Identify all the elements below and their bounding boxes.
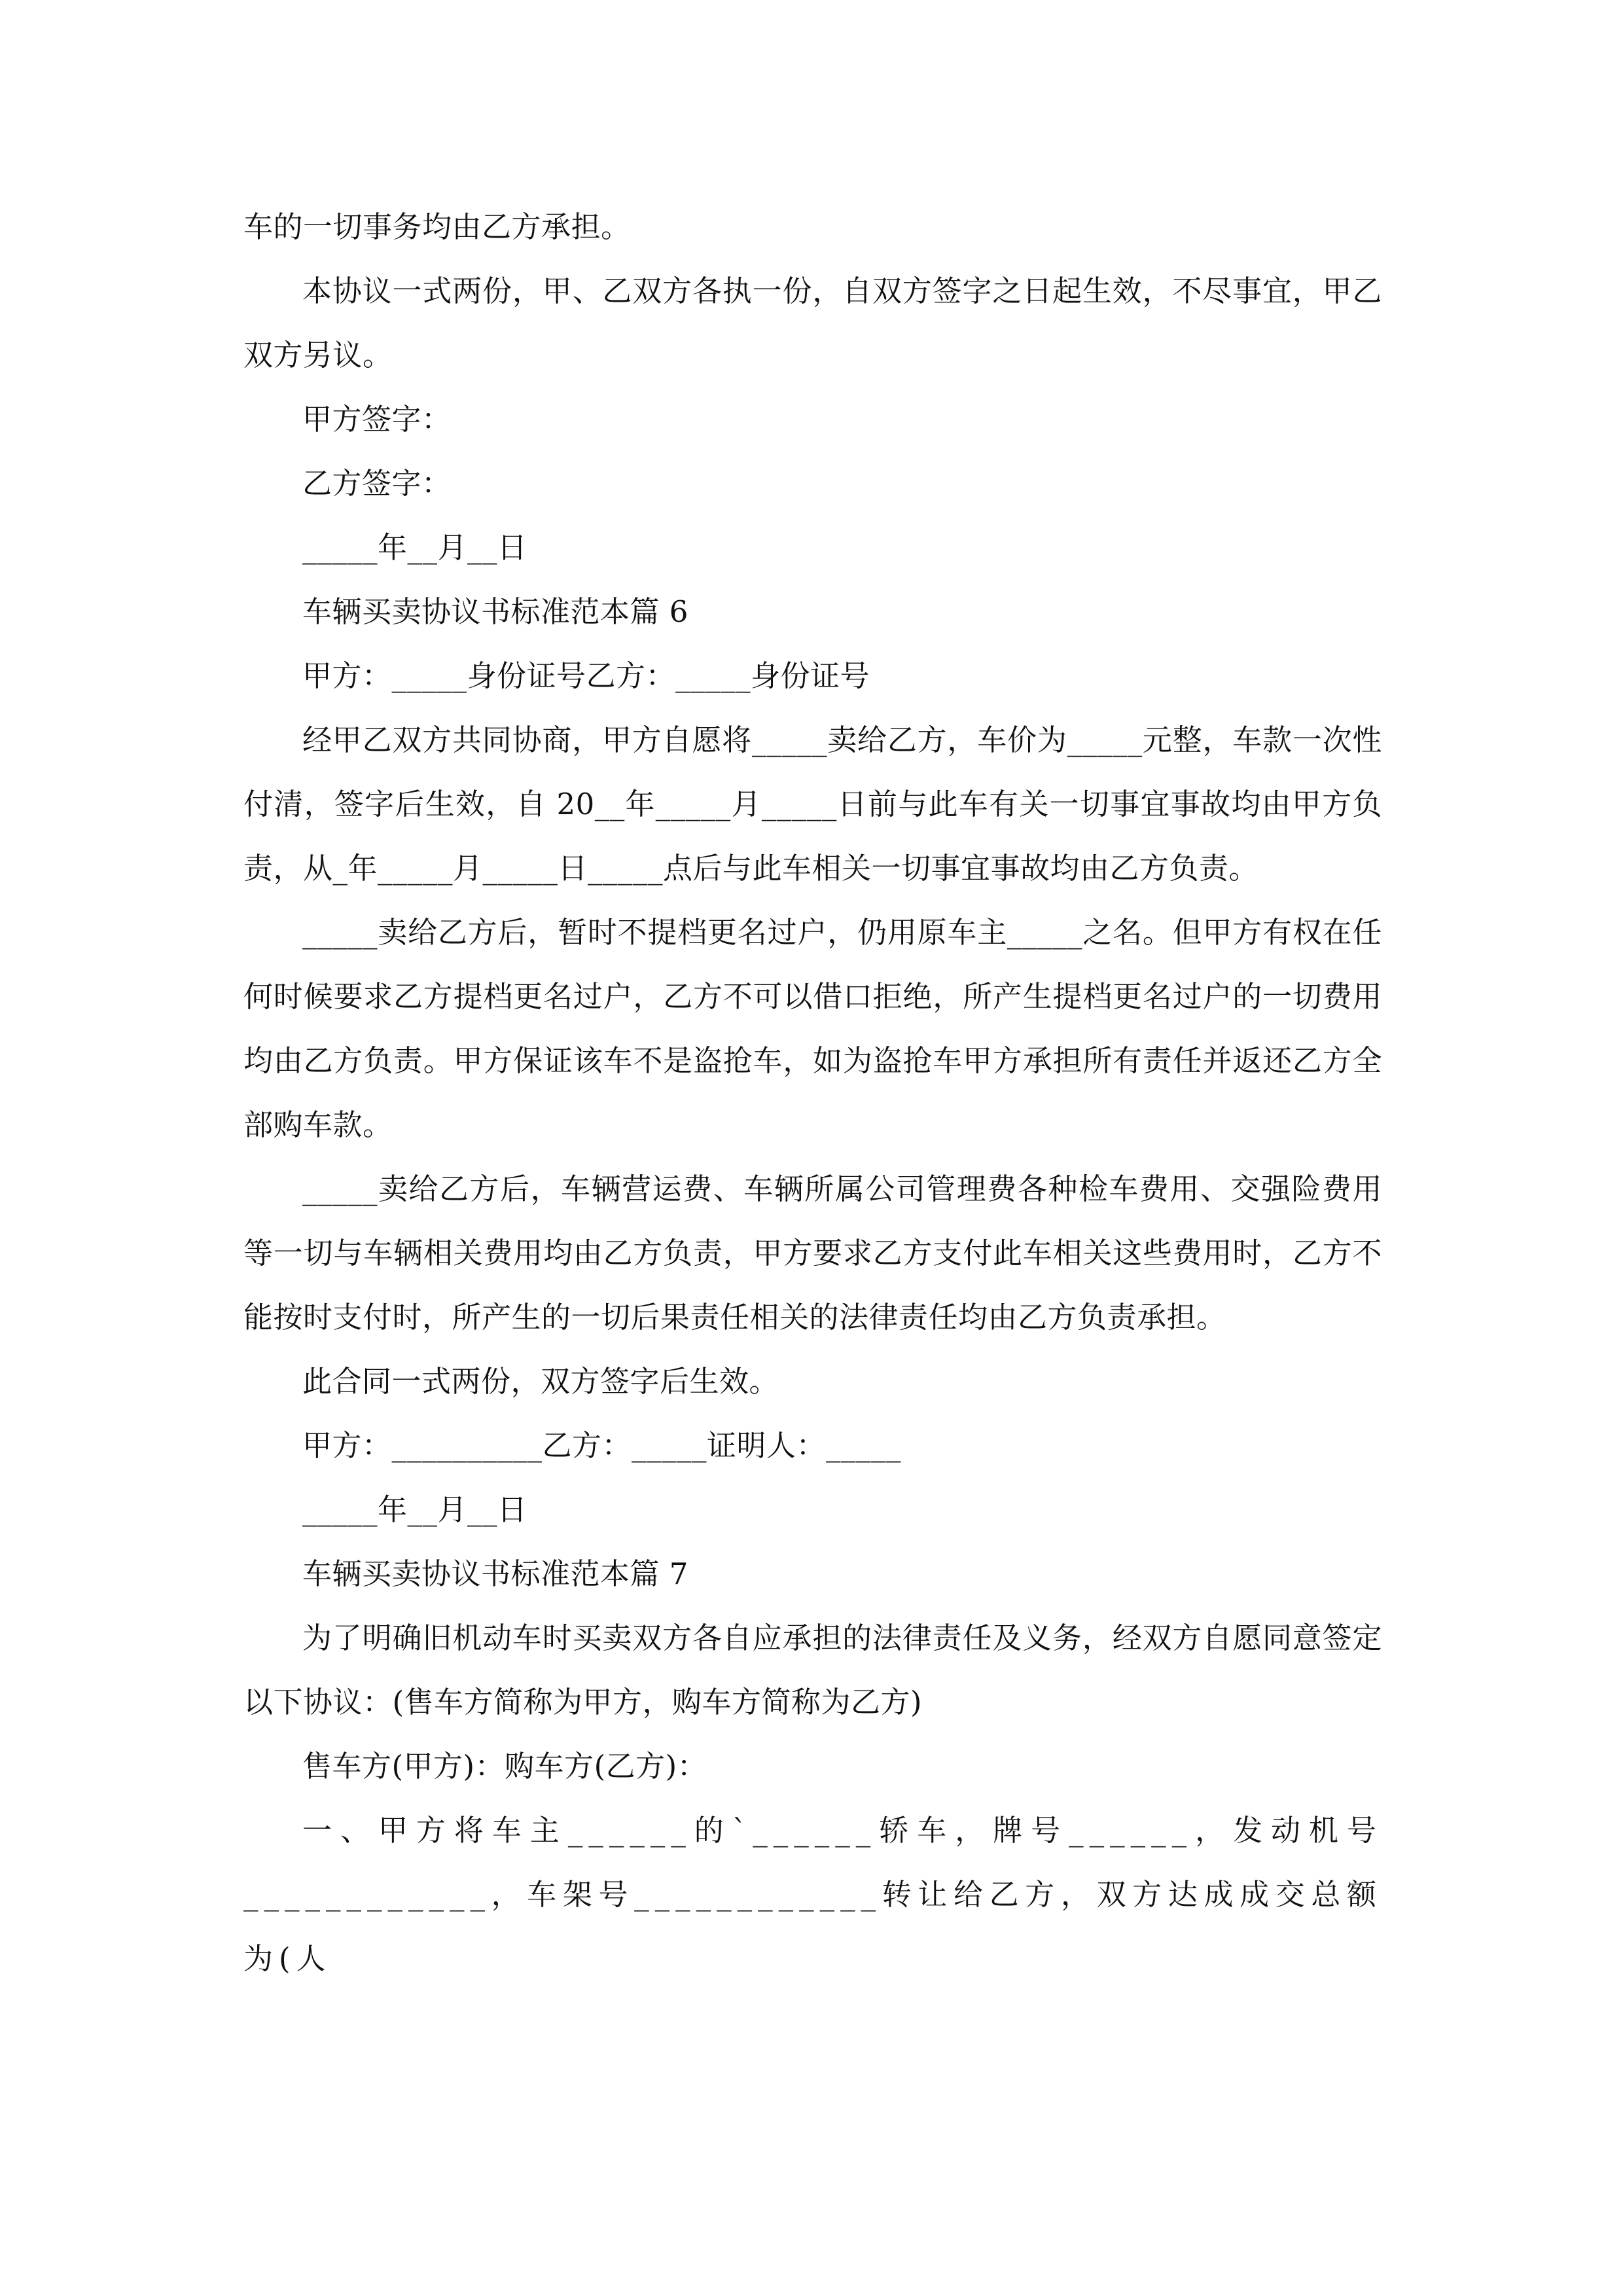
document-body: [243, 195, 1382, 1991]
parties-line: 售车方(甲方)：购车方(乙方)：: [302, 1749, 707, 1784]
section-heading: 车辆买卖协议书标准范本篇 6: [302, 594, 688, 629]
paragraph: _____卖给乙方后，车辆营运费、车辆所属公司管理费各种检车费用、交强险费用等一切与车辆相关费用均由乙方负责，甲方要求乙方支付此车相关这些费用时，乙方不能按时支付时，所产生的一切后果责任相关的法律责任均由乙方负责承担。: [243, 1172, 1382, 1335]
paragraph: _____卖给乙方后，暂时不提档更名过户，仍用原车主_____之名。但甲方有权在任何时候要求乙方提档更名过户，乙方不可以借口拒绝，所产生提档更名过户的一切费用均由乙方负责。甲方保证该车不是盗抢车，如为盗抢车甲方承担所有责任并返还乙方全部购车款。: [243, 915, 1382, 1142]
signature-line-party-b: 乙方签字：: [302, 466, 452, 501]
date-line: _____年__月__日: [302, 530, 527, 565]
parties-line: 甲方：_____身份证号乙方：_____身份证号: [302, 658, 870, 693]
section-heading: 车辆买卖协议书标准范本篇 7: [302, 1556, 688, 1591]
paragraph: 为了明确旧机动车时买卖双方各自应承担的法律责任及义务，经双方自愿同意签定以下协议：(售车方简称为甲方，购车方简称为乙方): [243, 1621, 1382, 1719]
paragraph: 此合同一式两份，双方签字后生效。: [302, 1364, 779, 1399]
paragraph: 车的一切事务均由乙方承担。: [243, 209, 631, 244]
signature-line-party-a: 甲方签字：: [302, 402, 452, 437]
date-line: _____年__月__日: [302, 1492, 527, 1527]
signature-parties-line: 甲方：__________乙方：_____证明人：_____: [302, 1428, 902, 1463]
paragraph: 经甲乙双方共同协商，甲方自愿将_____卖给乙方，车价为_____元整，车款一次性付清，签字后生效，自 20__年_____月_____日前与此车有关一切事宜事故均由甲方负责，从_年_____月_____日_____点后与此车相关一切事宜事故均由乙方负责。: [243, 723, 1382, 886]
paragraph: 本协议一式两份，甲、乙双方各执一份，自双方签字之日起生效，不尽事宜，甲乙双方另议。: [243, 274, 1382, 372]
clause-one: 一、甲方将车主______的`______轿车，牌号______，发动机号____________，车架号____________转让给乙方，双方达成成交总额为(人: [243, 1813, 1382, 1976]
